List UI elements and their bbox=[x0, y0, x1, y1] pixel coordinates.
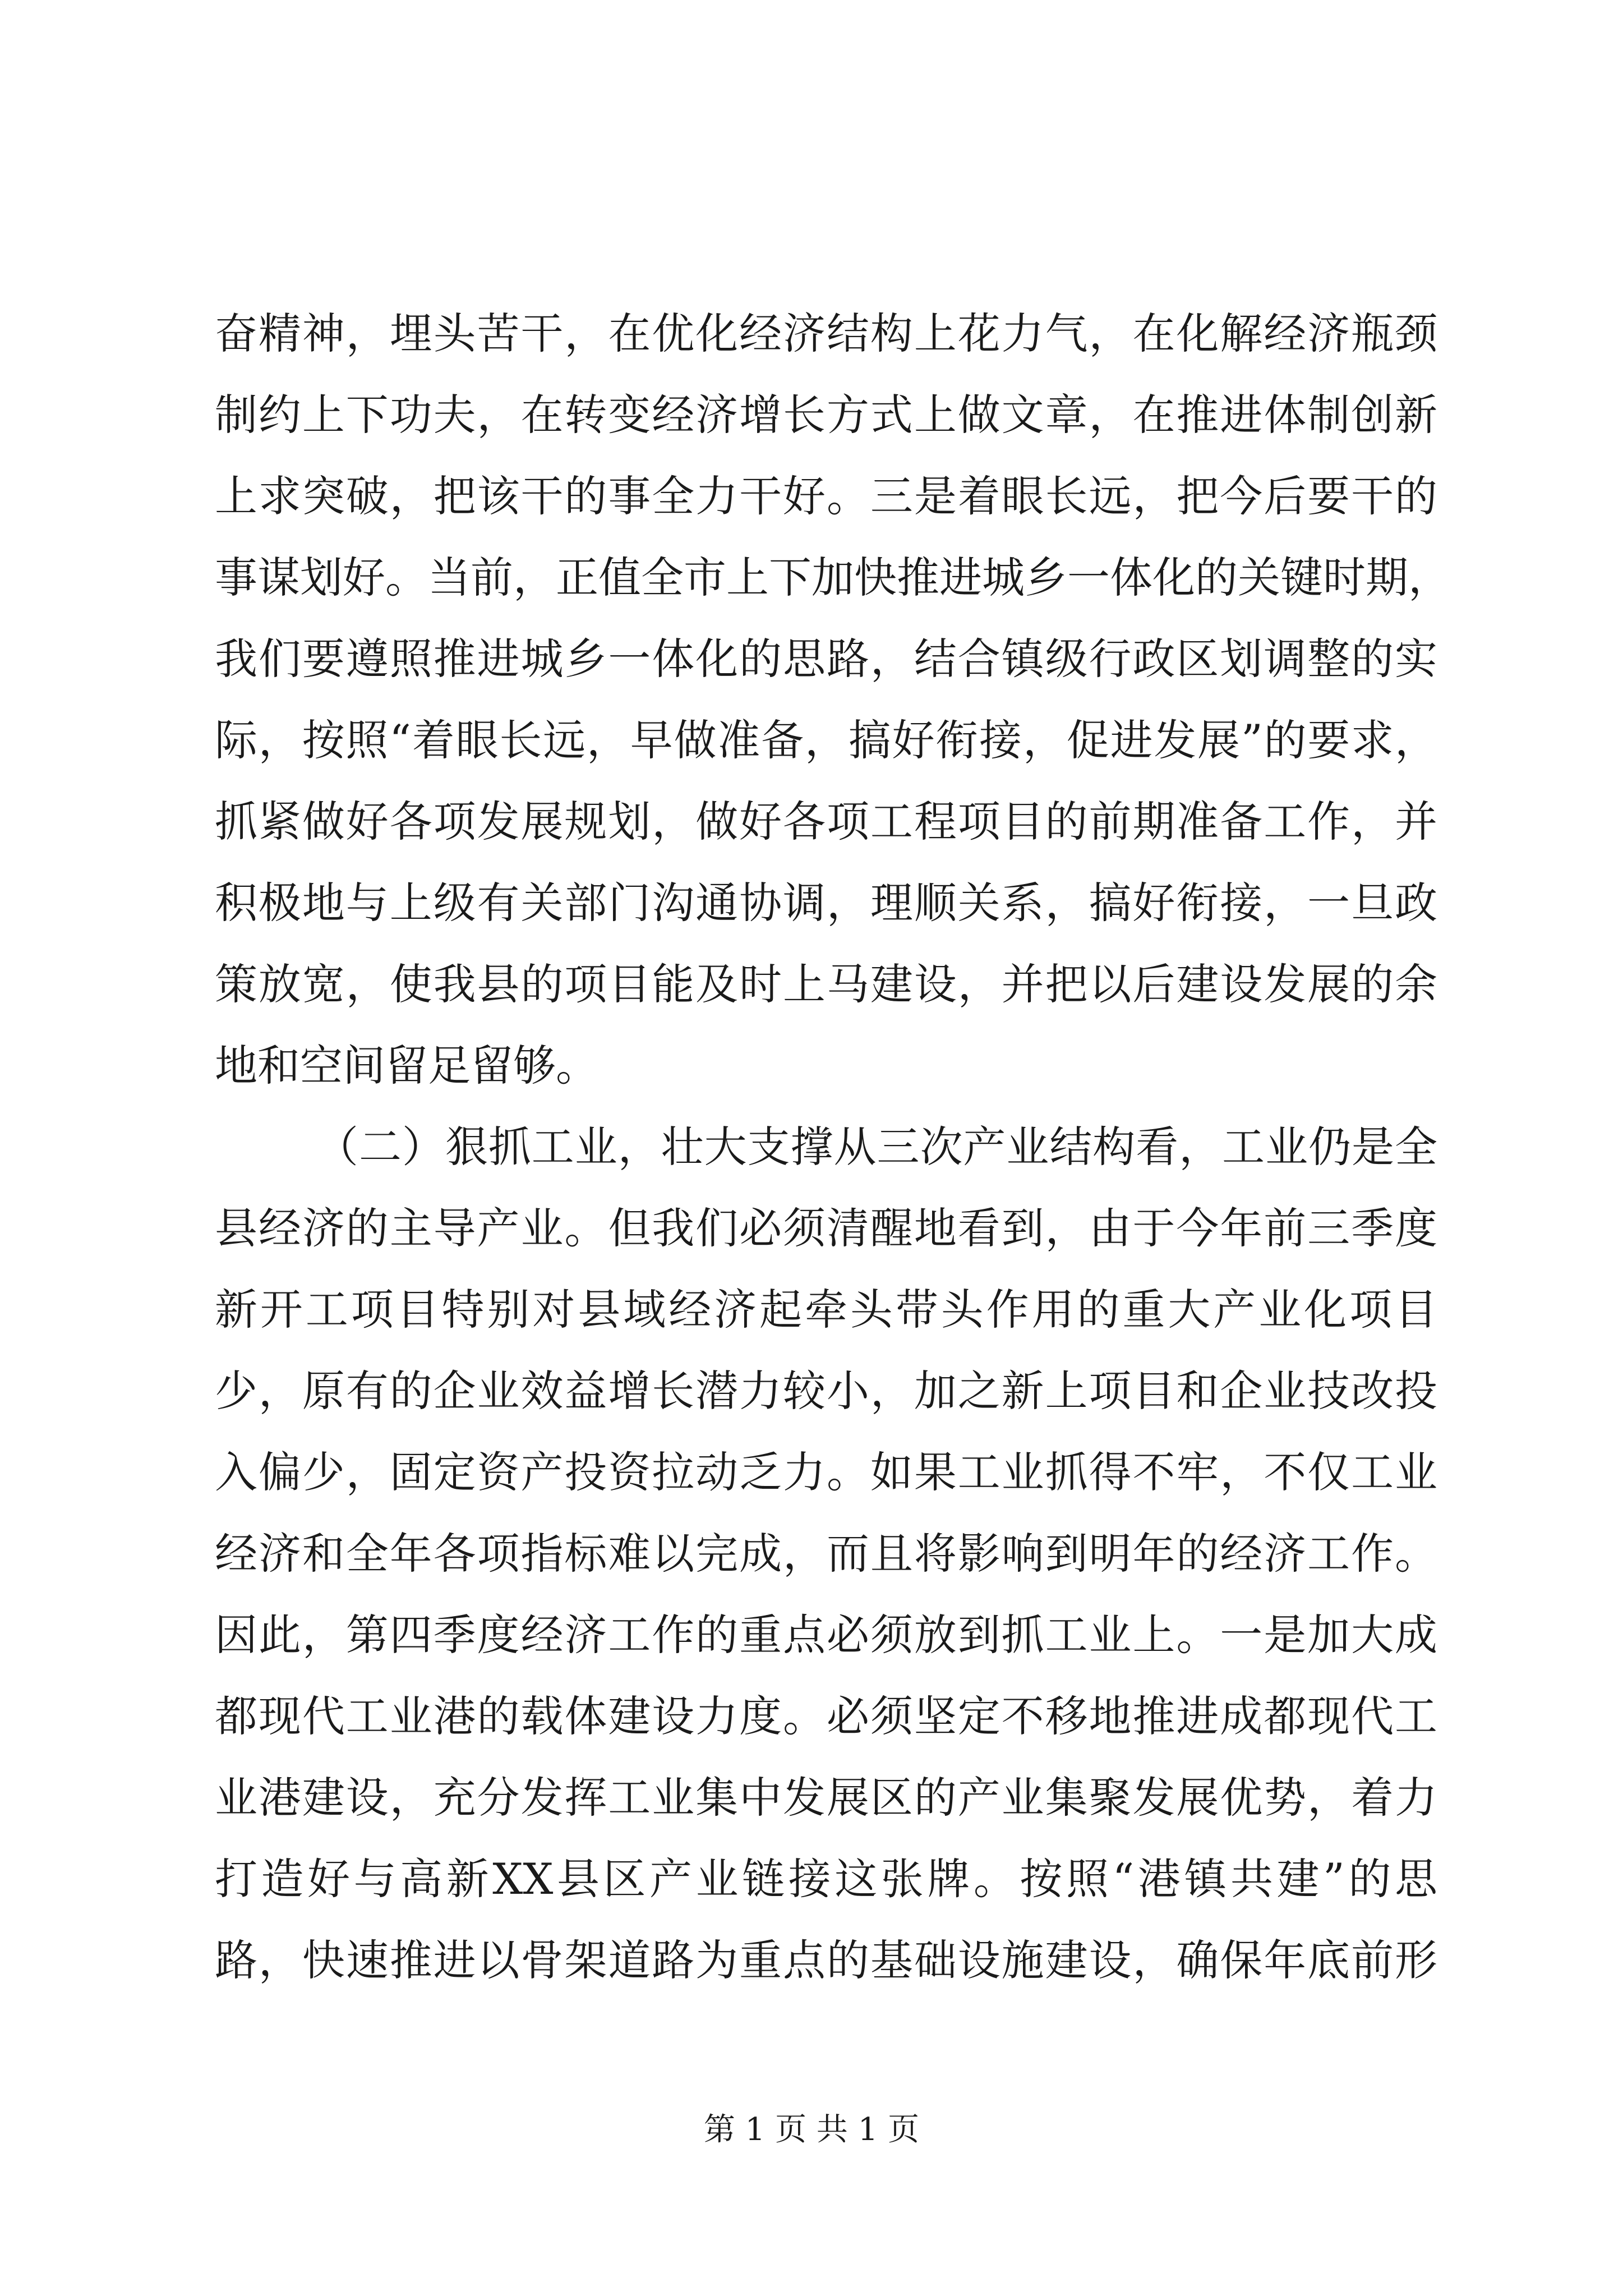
text-line: （二）狠抓工业，壮大支撑从三次产业结构看，工业仍是全 bbox=[316, 1122, 1437, 1172]
text-line: 抓紧做好各项发展规划，做好各项工程项目的前期准备工作，并 bbox=[215, 797, 1437, 846]
text-line: 制约上下功夫，在转变经济增长方式上做文章，在推进体制创新 bbox=[215, 390, 1437, 440]
page-footer: 第 1 页 共 1 页 bbox=[703, 2111, 920, 2148]
text-line: 打造好与高新XX县区产业链接这张牌。按照“港镇共建”的思 bbox=[215, 1854, 1437, 1904]
text-line: 业港建设，充分发挥工业集中发展区的产业集聚发展优势，着力 bbox=[215, 1773, 1437, 1823]
document-body bbox=[215, 293, 1451, 2001]
text-line: 奋精神，埋头苦干，在优化经济结构上花力气，在化解经济瓶颈 bbox=[215, 309, 1437, 358]
text-line: 县经济的主导产业。但我们必须清醒地看到，由于今年前三季度 bbox=[215, 1203, 1437, 1253]
text-line: 经济和全年各项指标难以完成，而且将影响到明年的经济工作。 bbox=[215, 1529, 1437, 1579]
text-line: 事谋划好。当前，正值全市上下加快推进城乡一体化的关键时期， bbox=[215, 553, 1451, 602]
text-line: 上求突破，把该干的事全力干好。三是着眼长远，把今后要干的 bbox=[215, 471, 1437, 521]
text-line: 际，按照“着眼长远，早做准备，搞好衔接，促进发展”的要求， bbox=[215, 715, 1437, 765]
text-line: 都现代工业港的载体建设力度。必须坚定不移地推进成都现代工 bbox=[215, 1691, 1437, 1741]
text-line: 积极地与上级有关部门沟通协调，理顺关系，搞好衔接，一旦政 bbox=[215, 878, 1437, 928]
text-line: 我们要遵照推进城乡一体化的思路，结合镇级行政区划调整的实 bbox=[215, 634, 1437, 684]
text-line: 少，原有的企业效益增长潜力较小，加之新上项目和企业技改投 bbox=[215, 1366, 1437, 1416]
text-line: 地和空间留足留够。 bbox=[215, 1041, 598, 1091]
text-line: 策放宽，使我县的项目能及时上马建设，并把以后建设发展的余 bbox=[215, 959, 1437, 1009]
text-line: 新开工项目特别对县域经济起牵头带头作用的重大产业化项目 bbox=[215, 1285, 1437, 1335]
text-line: 因此，第四季度经济工作的重点必须放到抓工业上。一是加大成 bbox=[215, 1610, 1437, 1660]
text-line: 路，快速推进以骨架道路为重点的基础设施建设，确保年底前形 bbox=[215, 1935, 1437, 1985]
text-line: 入偏少，固定资产投资拉动乏力。如果工业抓得不牢，不仅工业 bbox=[215, 1447, 1437, 1497]
